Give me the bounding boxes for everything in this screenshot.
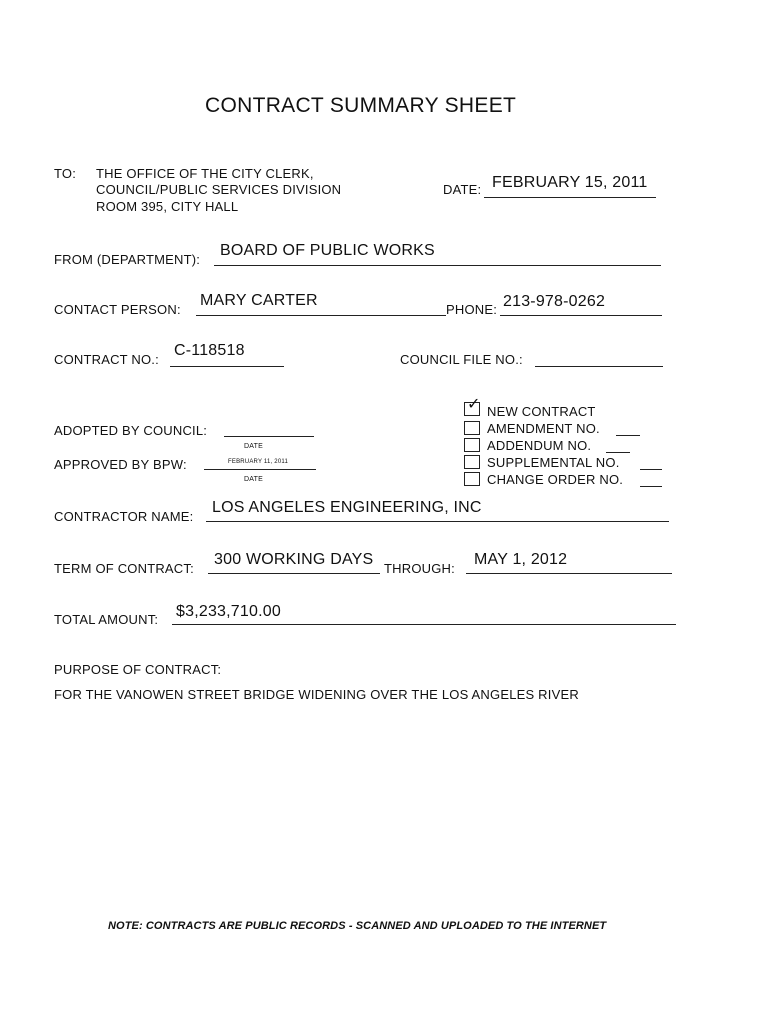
approved-label: APPROVED BY BPW:: [54, 457, 187, 472]
change-order-underline: [640, 486, 662, 487]
supplemental-label: SUPPLEMENTAL NO.: [487, 455, 620, 470]
amendment-underline: [616, 435, 640, 436]
supplemental-underline: [640, 469, 662, 470]
approved-underline: [204, 469, 316, 470]
phone-underline: [500, 315, 662, 316]
council-file-underline: [535, 366, 663, 367]
checkmark-icon: ✓: [467, 396, 481, 413]
term-label: TERM OF CONTRACT:: [54, 561, 194, 576]
contact-underline: [196, 315, 446, 316]
from-label: FROM (DEPARTMENT):: [54, 252, 201, 267]
amendment-checkbox[interactable]: [464, 421, 480, 435]
purpose-label: PURPOSE OF CONTRACT:: [54, 662, 222, 677]
term-value: 300 WORKING DAYS: [214, 551, 374, 568]
adopted-label: ADOPTED BY COUNCIL:: [54, 423, 208, 438]
term-underline: [208, 573, 380, 574]
contract-no-value: C-118518: [174, 342, 245, 359]
addendum-underline: [606, 452, 630, 453]
adopted-underline: [224, 436, 314, 437]
new-contract-checkbox[interactable]: [464, 396, 481, 416]
change-order-checkbox[interactable]: [464, 472, 480, 486]
page-title: CONTRACT SUMMARY SHEET: [205, 94, 517, 117]
approved-value: FEBRUARY 11, 2011: [228, 459, 288, 465]
contract-no-underline: [170, 366, 284, 367]
change-order-label: CHANGE ORDER NO.: [487, 472, 624, 487]
date-value: FEBRUARY 15, 2011: [492, 174, 648, 191]
amendment-label: AMENDMENT NO.: [487, 421, 600, 436]
through-underline: [466, 573, 672, 574]
from-underline: [214, 265, 661, 266]
from-value: BOARD OF PUBLIC WORKS: [220, 242, 435, 259]
to-line-2: COUNCIL/PUBLIC SERVICES DIVISION: [96, 182, 342, 197]
to-label: TO:: [54, 166, 77, 181]
total-value: $3,233,710.00: [176, 603, 281, 620]
contact-value: MARY CARTER: [200, 292, 318, 309]
adopted-date-caption: DATE: [244, 443, 263, 450]
addendum-checkbox[interactable]: [464, 438, 480, 452]
council-file-label: COUNCIL FILE NO.:: [400, 352, 523, 367]
date-underline: [484, 197, 656, 198]
date-label: DATE:: [443, 182, 482, 197]
phone-label: PHONE:: [446, 302, 498, 317]
total-label: TOTAL AMOUNT:: [54, 612, 159, 627]
contractor-underline: [206, 521, 669, 522]
public-records-note: NOTE: CONTRACTS ARE PUBLIC RECORDS - SCANNED AND UPLOADED TO THE INTERNET: [108, 920, 607, 932]
supplemental-checkbox[interactable]: [464, 455, 480, 469]
to-line-3: ROOM 395, CITY HALL: [96, 199, 239, 214]
to-line-1: THE OFFICE OF THE CITY CLERK,: [96, 166, 314, 181]
through-value: MAY 1, 2012: [474, 551, 568, 568]
contractor-value: LOS ANGELES ENGINEERING, INC: [212, 499, 482, 516]
through-label: THROUGH:: [384, 561, 455, 576]
phone-value: 213-978-0262: [503, 293, 606, 310]
total-underline: [172, 624, 676, 625]
addendum-label: ADDENDUM NO.: [487, 438, 592, 453]
contractor-label: CONTRACTOR NAME:: [54, 509, 194, 524]
new-contract-label: NEW CONTRACT: [487, 404, 596, 419]
contact-label: CONTACT PERSON:: [54, 302, 181, 317]
contract-no-label: CONTRACT NO.:: [54, 352, 159, 367]
purpose-value: FOR THE VANOWEN STREET BRIDGE WIDENING OVER THE LOS ANGELES RIVER: [54, 687, 579, 702]
approved-date-caption: DATE: [244, 476, 263, 483]
